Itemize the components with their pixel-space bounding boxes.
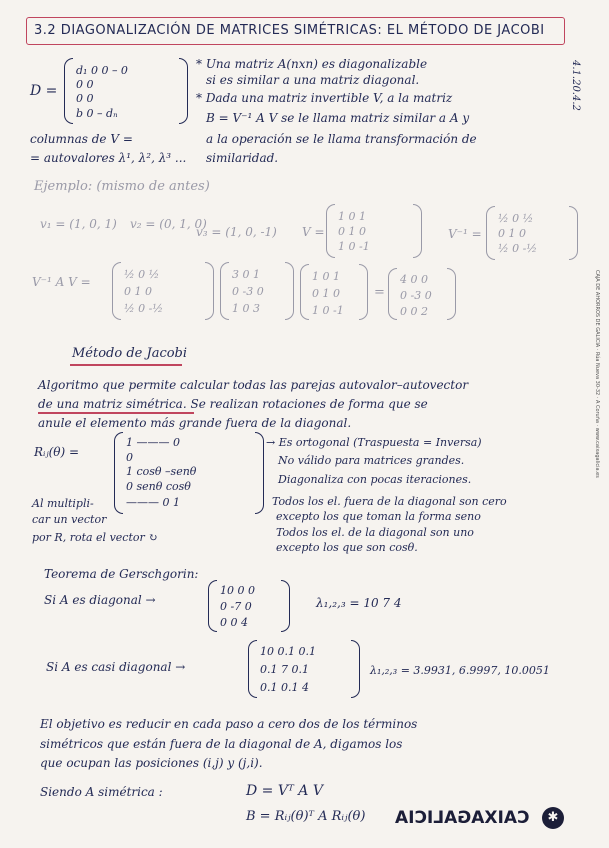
equals-sign: =: [374, 285, 385, 300]
mult-note: car un vector: [32, 513, 107, 526]
case1-row: 0 -7 0: [220, 600, 252, 613]
result-matrix: [388, 268, 456, 320]
v3-vector: v₃ = (1, 0, -1): [196, 225, 277, 239]
columns-line: columnas de V =: [30, 132, 133, 146]
caixagalicia-logo: CAIXAGALICIA: [395, 808, 530, 828]
caixagalicia-star-icon: ✱: [542, 807, 564, 829]
intro-line: B = V⁻¹ A V se le llama matriz similar a A y: [206, 111, 470, 125]
d-row: 0 0: [76, 78, 94, 91]
closing-para: El objetivo es reducir en cada paso a cero dos de los términos: [40, 717, 418, 731]
product-matrix-3: [300, 264, 368, 320]
intro-line: si es similar a una matriz diagonal.: [206, 73, 420, 87]
m1-row: ½ 0 ½: [124, 268, 160, 281]
case2-matrix: [248, 640, 360, 698]
jacobi-note: Diagonaliza con pocas iteraciones.: [278, 473, 472, 486]
r-row: ——— 0 1: [126, 496, 180, 509]
jacobi-para: anule el elemento más grande fuera de la diagonal.: [38, 416, 352, 430]
d-row: 0 0: [76, 92, 94, 105]
jacobi-para: Algoritmo que permite calcular todas las parejas autovalor–autovector: [38, 378, 469, 392]
closing-para: simétricos que están fuera de la diagonal de A, digamos los: [40, 737, 403, 751]
d-row: b 0 – dₙ: [76, 107, 118, 120]
mult-note: Al multipli-: [32, 497, 94, 510]
jacobi-note: Todos los el. fuera de la diagonal son cero: [272, 495, 507, 508]
m4-row: 0 -3 0: [400, 289, 432, 302]
jacobi-note: excepto los que toman la forma seno: [276, 510, 481, 523]
m3-row: 1 0 -1: [312, 304, 344, 317]
vinv-row: ½ 0 ½: [498, 212, 534, 225]
m4-row: 4 0 0: [400, 273, 428, 286]
symmetric-label: Siendo A simétrica :: [40, 785, 163, 799]
vinv-matrix: [486, 206, 578, 260]
r-row: 1 ——— 0: [126, 436, 180, 449]
jacobi-para: de una matriz simétrica. Se realizan rotaciones de forma que se: [38, 397, 428, 411]
intro-line: similaridad.: [206, 151, 279, 165]
case2-row: 0.1 7 0.1: [260, 663, 309, 676]
case1-result: λ₁,₂,₃ = 10 7 4: [316, 596, 402, 610]
symmetric-underline: [38, 412, 194, 414]
v-label: V =: [302, 225, 325, 239]
m3-row: 1 0 1: [312, 270, 340, 283]
case1-label: Si A es diagonal →: [44, 593, 156, 607]
corner-note: 4.1.20.4.2: [570, 60, 581, 111]
product-matrix-1: [112, 262, 214, 320]
equation-b: B = Rᵢⱼ(θ)ᵀ A Rᵢⱼ(θ): [246, 809, 366, 824]
m2-row: 1 0 3: [232, 302, 260, 315]
r-row: 0: [126, 451, 133, 464]
r-row: 1 cosθ –senθ: [126, 465, 197, 478]
gerschgorin-heading: Teorema de Gerschgorin:: [44, 567, 199, 581]
product-matrix-2: [220, 262, 294, 320]
m1-row: ½ 0 -½: [124, 302, 164, 315]
jacobi-note: Todos los el. de la diagonal son uno: [276, 526, 474, 539]
jacobi-note: No válido para matrices grandes.: [278, 454, 465, 467]
mult-note: por R, rota el vector ↻: [32, 531, 158, 544]
case2-row: 10 0.1 0.1: [260, 645, 316, 658]
jacobi-heading: Método de Jacobi: [72, 346, 188, 361]
closing-para: que ocupan las posiciones (i,j) y (j,i).: [40, 756, 263, 770]
v1-vector: v₁ = (1, 0, 1): [40, 217, 117, 231]
d-matrix: [64, 58, 188, 124]
m2-row: 3 0 1: [232, 268, 260, 281]
equation-d: D = Vᵀ A V: [246, 783, 323, 799]
case2-label: Si A es casi diagonal →: [46, 660, 186, 674]
v-row: 0 1 0: [338, 225, 366, 238]
intro-line: a la operación se le llama transformación de: [206, 132, 477, 146]
intro-line: * Una matriz A(nxn) es diagonalizable: [196, 57, 428, 71]
vinv-row: 0 1 0: [498, 227, 526, 240]
page-title: 3.2 DIAGONALIZACIÓN DE MATRICES SIMÉTRICAS: EL MÉTODO DE JACOBI: [34, 23, 545, 38]
m4-row: 0 0 2: [400, 305, 428, 318]
vinv-label: V⁻¹ =: [448, 227, 482, 241]
r-row: 0 senθ cosθ: [126, 480, 191, 493]
case1-row: 0 0 4: [220, 616, 248, 629]
case2-row: 0.1 0.1 4: [260, 681, 309, 694]
jacobi-underline: [70, 364, 182, 366]
columns-line: = autovalores λ¹, λ², λ³ ...: [30, 151, 187, 165]
side-print: CAJA DE AHORROS DE GALICIA · Rúa Nueva 30-32 · A Coruña · www.caixagalicia.es: [594, 270, 600, 478]
vinv-row: ½ 0 -½: [498, 242, 538, 255]
jacobi-note: → Es ortogonal (Traspuesta = Inversa): [266, 436, 482, 449]
product-label: V⁻¹ A V =: [32, 275, 91, 289]
rotation-matrix: [114, 432, 264, 514]
v-row: 1 0 1: [338, 210, 366, 223]
intro-line: * Dada una matriz invertible V, a la matriz: [196, 91, 453, 105]
example-heading: Ejemplo: (mismo de antes): [34, 179, 210, 194]
jacobi-note: excepto los que son cosθ.: [276, 541, 418, 554]
d-label: D =: [30, 83, 58, 99]
v-row: 1 0 -1: [338, 240, 370, 253]
r-label: Rᵢⱼ(θ) =: [34, 445, 80, 459]
m3-row: 0 1 0: [312, 287, 340, 300]
v-matrix: [326, 204, 422, 258]
case2-result: λ₁,₂,₃ = 3.9931, 6.9997, 10.0051: [370, 664, 550, 677]
case1-row: 10 0 0: [220, 584, 255, 597]
m2-row: 0 -3 0: [232, 285, 264, 298]
case1-matrix: [208, 580, 290, 632]
d-row: d₁ 0 0 – 0: [76, 64, 128, 77]
v2-vector: v₂ = (0, 1, 0): [130, 217, 207, 231]
m1-row: 0 1 0: [124, 285, 152, 298]
